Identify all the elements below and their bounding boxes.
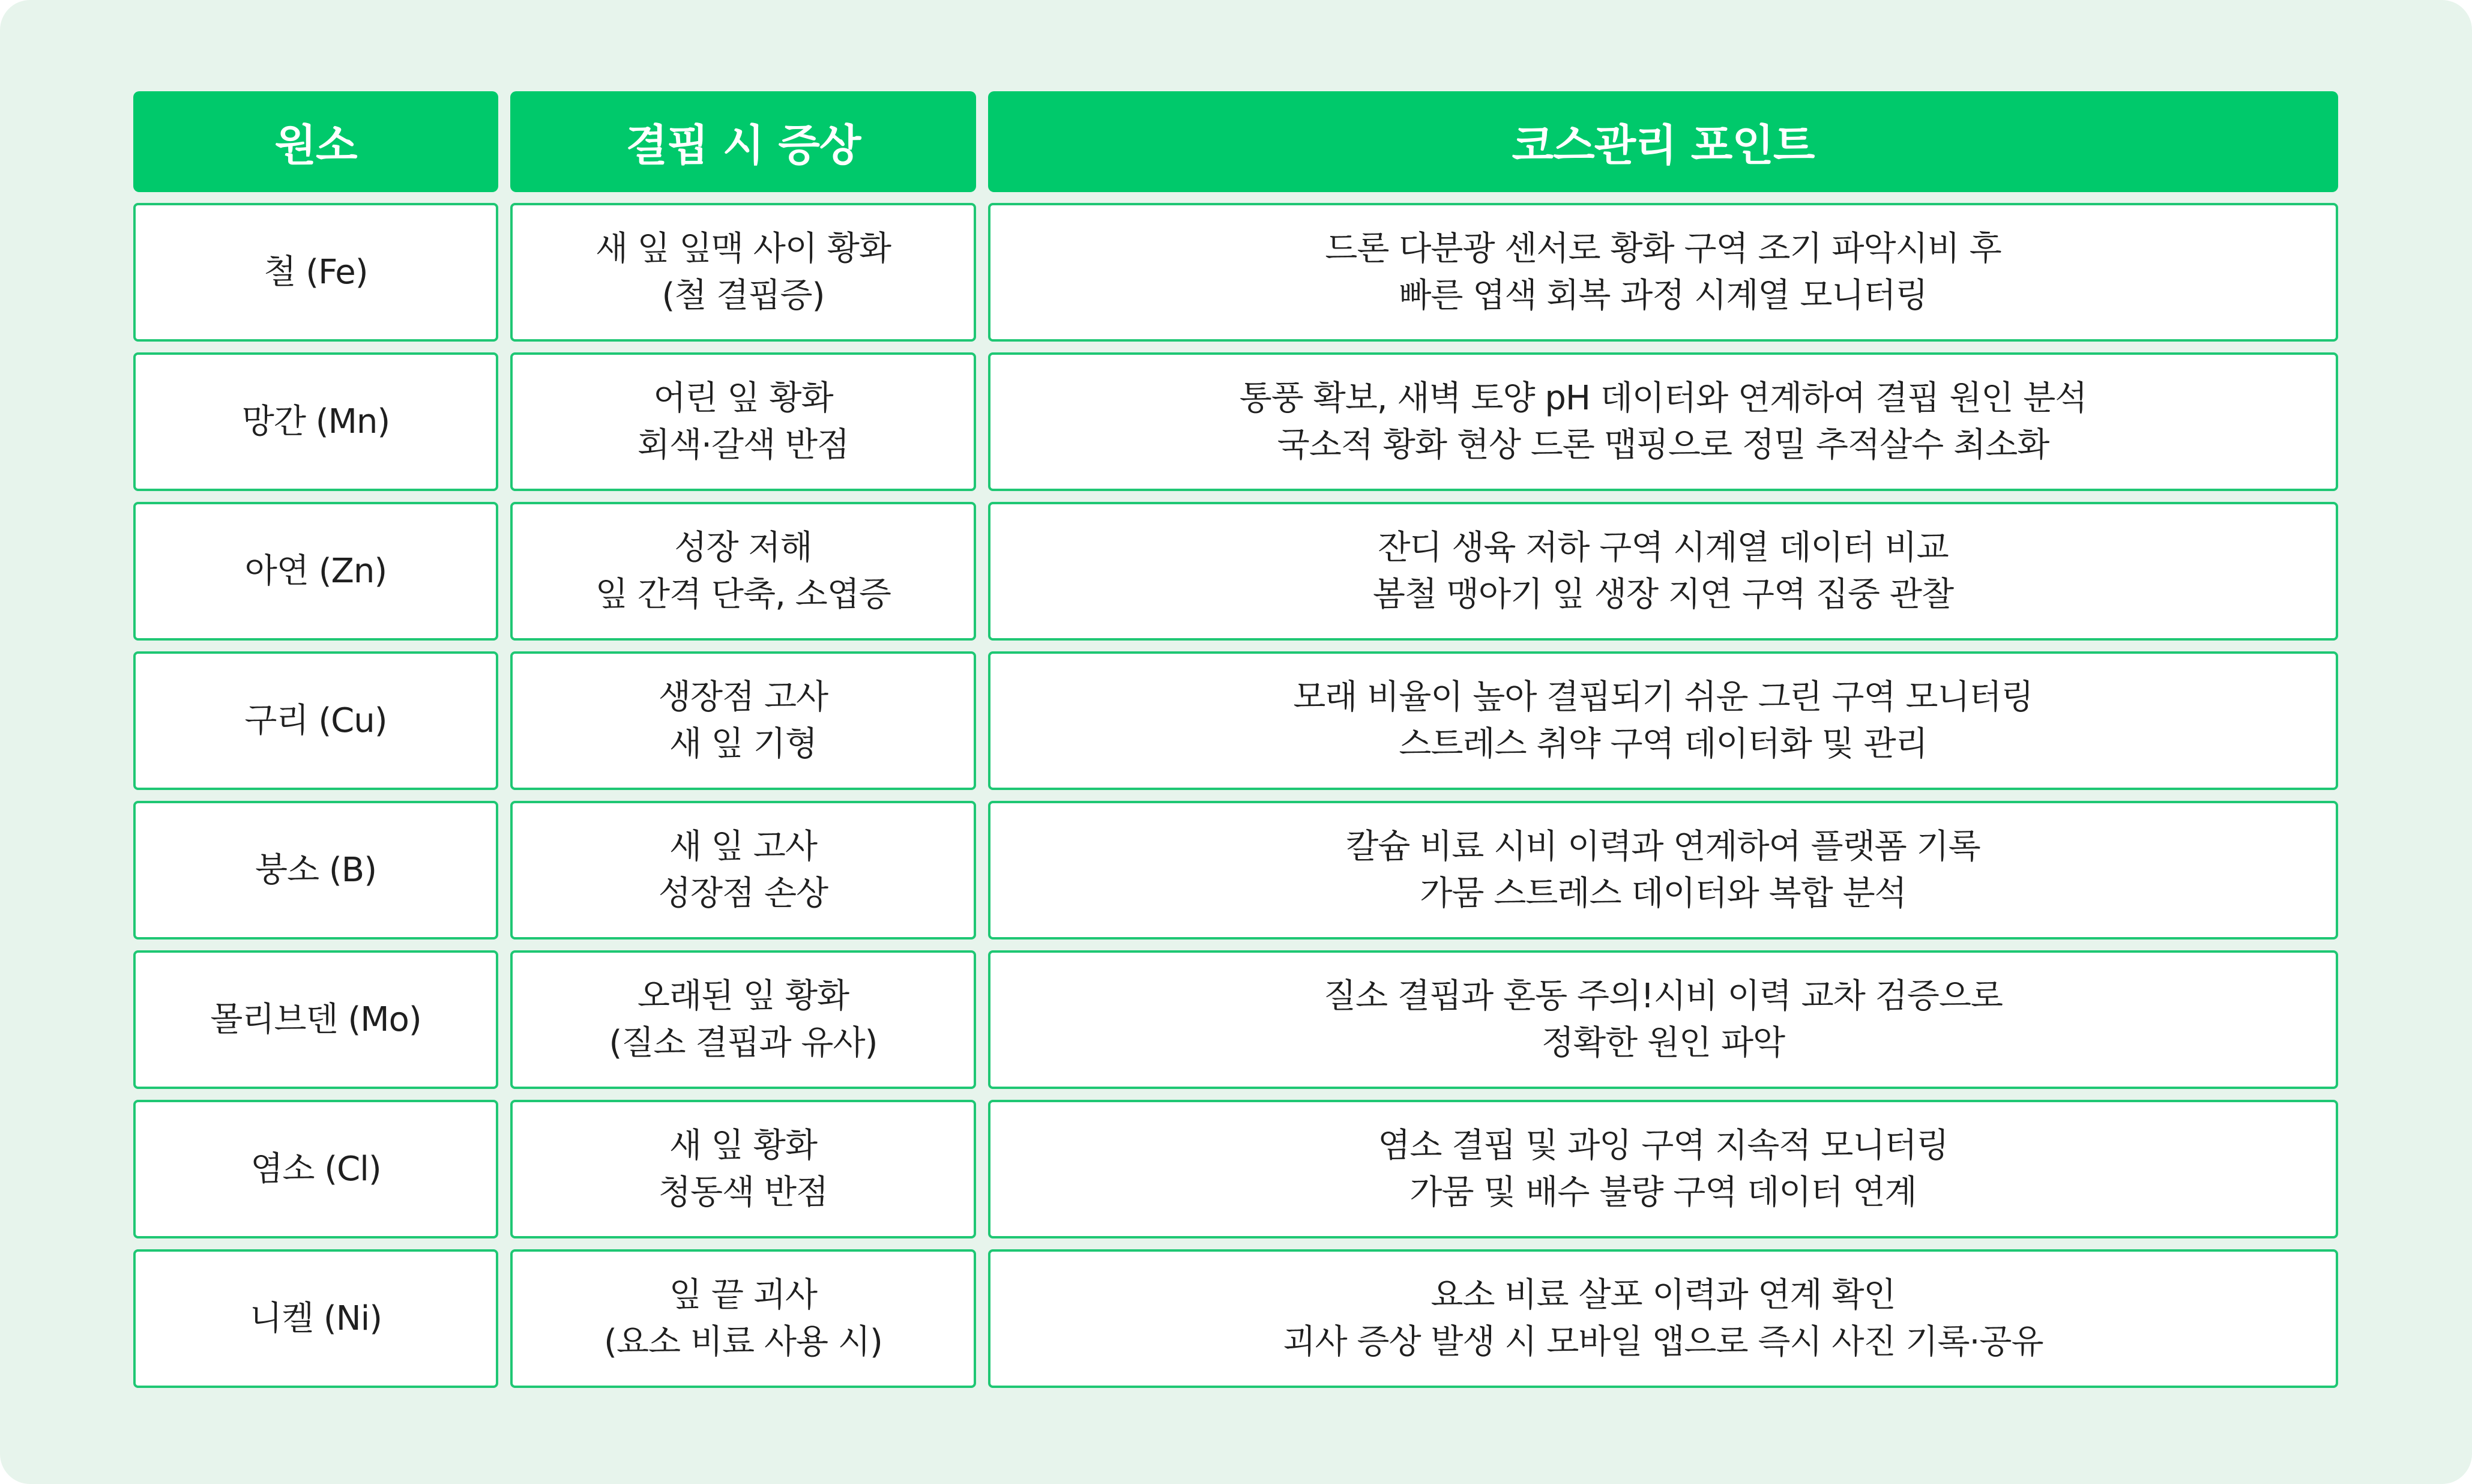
point-line: 칼슘 비료 시비 이력과 연계하여 플랫폼 기록 bbox=[1346, 827, 1980, 867]
element-cell bbox=[133, 1249, 498, 1388]
point-line: 염소 결핍 및 과잉 구역 지속적 모니터링 bbox=[1378, 1126, 1949, 1166]
point-cell bbox=[988, 1249, 2338, 1388]
symptom-cell bbox=[510, 801, 976, 940]
point-cell bbox=[988, 352, 2338, 491]
symptom-line: (질소 결핍과 유사) bbox=[609, 1023, 878, 1063]
symptom-cell bbox=[510, 1249, 976, 1388]
point-line: 가뭄 및 배수 불량 구역 데이터 연계 bbox=[1409, 1172, 1917, 1212]
point-line: 잔디 생육 저하 구역 시계열 데이터 비교 bbox=[1378, 528, 1949, 568]
symptom-line: 새 잎 기형 bbox=[669, 724, 817, 764]
element-cell bbox=[133, 1100, 498, 1238]
element-cell bbox=[133, 651, 498, 790]
point-line: 통풍 확보, 새벽 토양 pH 데이터와 연계하여 결핍 원인 분석 bbox=[1239, 379, 2087, 418]
element-cell bbox=[133, 801, 498, 940]
point-line: 모래 비율이 높아 결핍되기 쉬운 그린 구역 모니터링 bbox=[1293, 678, 2033, 717]
header-symptom: 결핍 시 증상 bbox=[510, 91, 976, 192]
point-cell bbox=[988, 1100, 2338, 1238]
element-cell bbox=[133, 502, 498, 641]
symptom-line: 회색·갈색 반점 bbox=[637, 425, 849, 465]
element-label: 니켈 (Ni) bbox=[249, 1298, 382, 1338]
symptom-cell bbox=[510, 502, 976, 641]
point-line: 드론 다분광 센서로 황화 구역 조기 파악시비 후 bbox=[1325, 229, 2001, 269]
symptom-line: 어린 잎 황화 bbox=[653, 379, 833, 418]
element-label: 구리 (Cu) bbox=[244, 701, 387, 740]
symptom-cell bbox=[510, 203, 976, 342]
header-element: 원소 bbox=[133, 91, 498, 192]
point-cell bbox=[988, 203, 2338, 342]
header-course-point: 코스관리 포인트 bbox=[988, 91, 2338, 192]
point-line: 괴사 증상 발생 시 모바일 앱으로 즉시 사진 기록·공유 bbox=[1283, 1322, 2043, 1362]
symptom-cell bbox=[510, 651, 976, 790]
point-line: 가뭄 스트레스 데이터와 복합 분석 bbox=[1420, 873, 1907, 913]
point-line: 봄철 맹아기 잎 생장 지연 구역 집중 관찰 bbox=[1372, 575, 1954, 614]
symptom-line: 성장점 손상 bbox=[658, 873, 828, 913]
point-line: 요소 비료 살포 이력과 연계 확인 bbox=[1430, 1276, 1896, 1315]
point-cell bbox=[988, 950, 2338, 1089]
symptom-cell bbox=[510, 1100, 976, 1238]
symptom-line: 성장 저해 bbox=[674, 528, 812, 568]
symptom-line: 오래된 잎 황화 bbox=[637, 977, 849, 1016]
symptom-line: (요소 비료 사용 시) bbox=[604, 1322, 882, 1362]
element-label: 염소 (Cl) bbox=[250, 1149, 381, 1189]
element-label: 철 (Fe) bbox=[264, 252, 368, 292]
symptom-line: 잎 간격 단축, 소엽증 bbox=[595, 575, 891, 614]
symptom-line: 새 잎 잎맥 사이 황화 bbox=[595, 229, 891, 269]
symptom-cell bbox=[510, 352, 976, 491]
symptom-line: (철 결핍증) bbox=[662, 276, 825, 315]
point-line: 질소 결핍과 혼동 주의!시비 이력 교차 검증으로 bbox=[1323, 977, 2003, 1016]
point-cell bbox=[988, 651, 2338, 790]
point-line: 정확한 원인 파악 bbox=[1541, 1023, 1785, 1063]
element-cell bbox=[133, 203, 498, 342]
point-cell bbox=[988, 801, 2338, 940]
symptom-line: 생장점 고사 bbox=[658, 678, 828, 717]
symptom-line: 청동색 반점 bbox=[658, 1172, 828, 1212]
point-cell bbox=[988, 502, 2338, 641]
point-line: 스트레스 취약 구역 데이터화 및 관리 bbox=[1399, 724, 1928, 764]
element-label: 몰리브덴 (Mo) bbox=[210, 1000, 421, 1039]
symptom-line: 새 잎 황화 bbox=[669, 1126, 817, 1166]
symptom-line: 새 잎 고사 bbox=[669, 827, 817, 867]
element-cell bbox=[133, 950, 498, 1089]
element-label: 망간 (Mn) bbox=[241, 402, 390, 441]
nutrient-deficiency-table bbox=[133, 91, 2338, 1388]
symptom-cell bbox=[510, 950, 976, 1089]
element-label: 붕소 (B) bbox=[255, 850, 377, 890]
symptom-line: 잎 끝 괴사 bbox=[669, 1276, 817, 1315]
point-line: 국소적 황화 현상 드론 맵핑으로 정밀 추적살수 최소화 bbox=[1277, 425, 2049, 465]
point-line: 빠른 엽색 회복 과정 시계열 모니터링 bbox=[1399, 276, 1928, 315]
element-label: 아연 (Zn) bbox=[244, 551, 387, 591]
element-cell bbox=[133, 352, 498, 491]
